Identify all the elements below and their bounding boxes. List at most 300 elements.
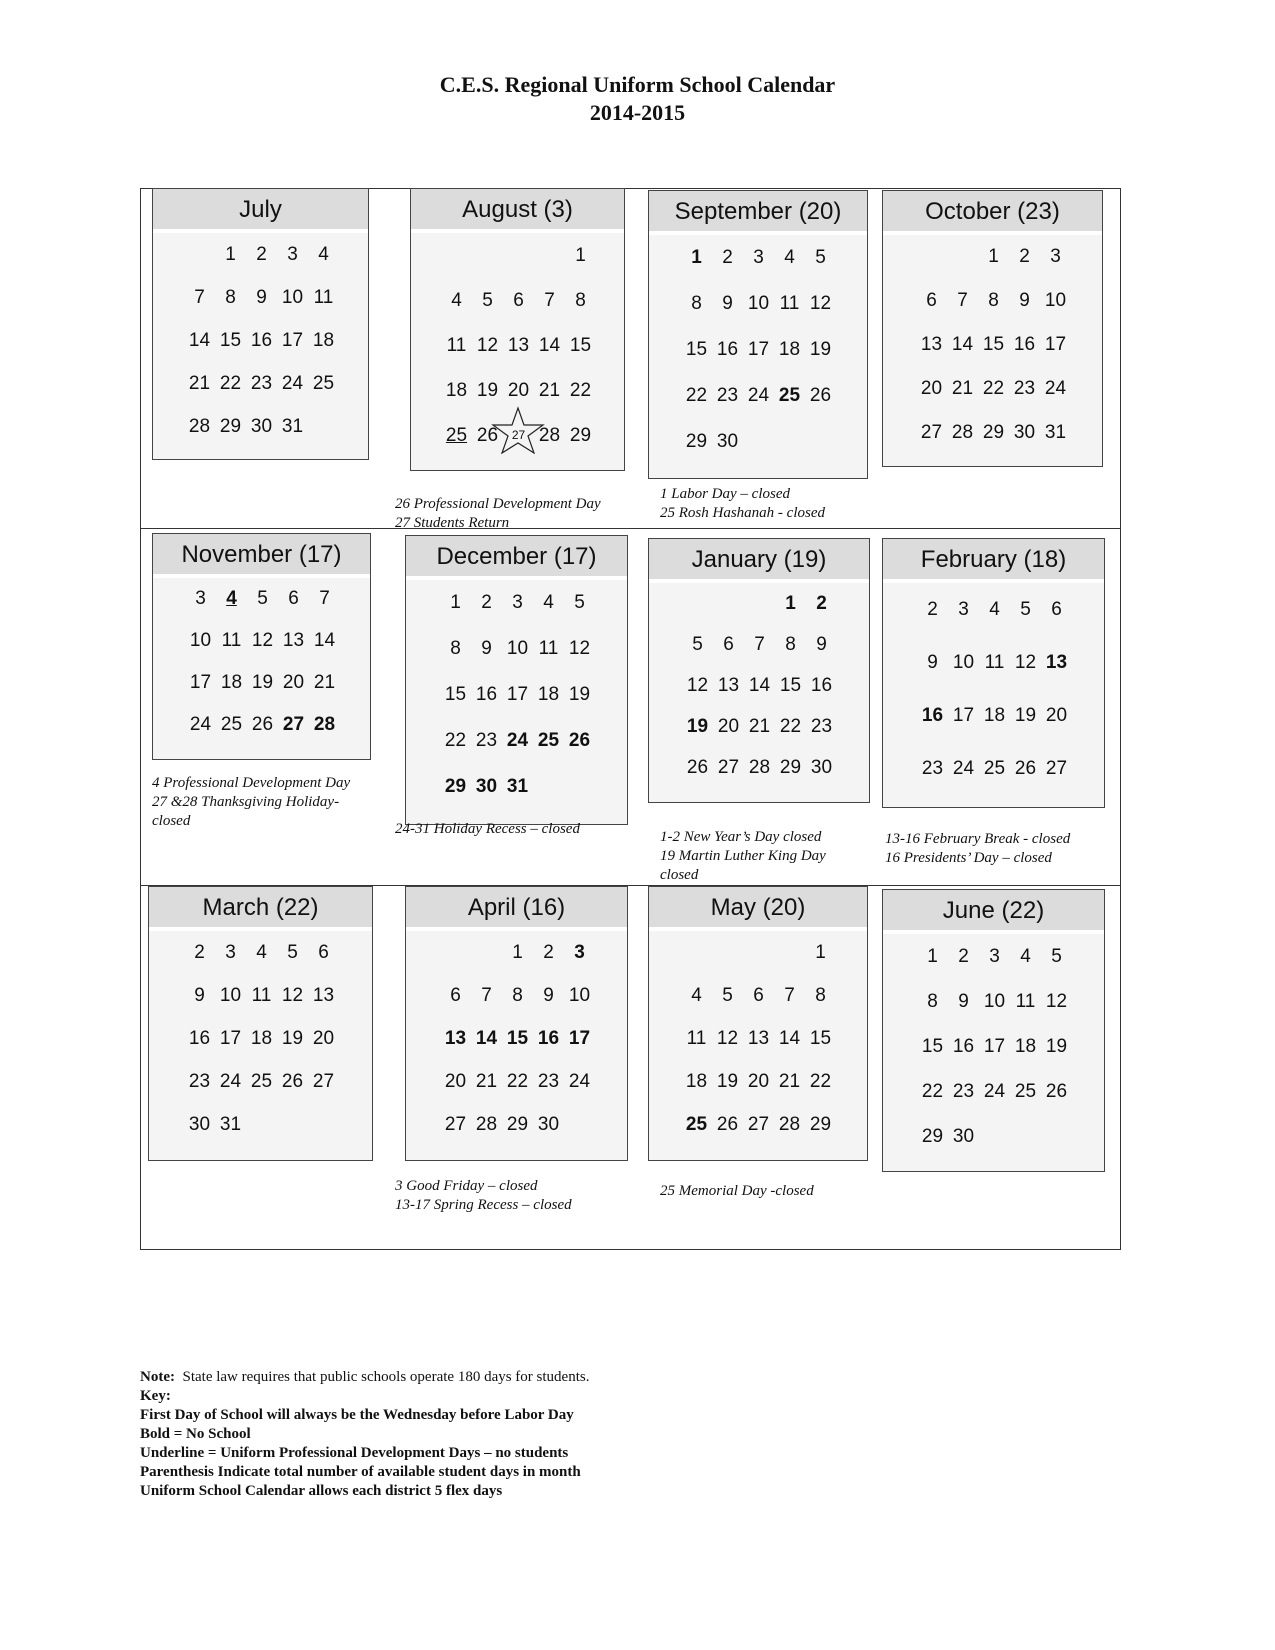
day-cell [744, 583, 775, 624]
day-cell [947, 235, 978, 279]
day-cell: 28 [313, 714, 336, 735]
day-cell: 13 [282, 630, 305, 651]
week-row [406, 1060, 627, 1103]
month-header: September (20) [649, 191, 867, 231]
day-cell: 23 [250, 373, 273, 394]
day-cell: 7 [481, 985, 492, 1006]
day-cell: 6 [318, 942, 329, 963]
day-cell: 21 [778, 1071, 801, 1092]
day-cell: 9 [1019, 290, 1030, 311]
day-cell: 11 [984, 652, 1005, 673]
month-days [649, 235, 867, 478]
day-cell: 6 [513, 290, 524, 311]
day-cell: 22 [444, 730, 467, 751]
day-cell: 21 [313, 672, 336, 693]
day-cell: 29 [444, 776, 467, 797]
day-cell [441, 233, 472, 278]
day-cell: 3 [225, 942, 236, 963]
day-cell: 18 [312, 330, 335, 351]
week-row [883, 235, 1102, 279]
day-cell: 22 [219, 373, 242, 394]
month-header: June (22) [883, 890, 1104, 930]
day-cell: 10 [952, 652, 975, 673]
day-cell: 24 [219, 1071, 242, 1092]
day-cell: 31 [219, 1114, 242, 1135]
day-cell: 5 [692, 634, 703, 655]
week-row [153, 233, 368, 276]
week-row [649, 624, 869, 665]
day-cell: 30 [810, 757, 833, 778]
day-cell: 19 [1014, 705, 1037, 726]
day-cell: 10 [747, 293, 770, 314]
day-cell: 26 [686, 757, 709, 778]
day-cell: 10 [568, 985, 591, 1006]
day-cell: 27 [747, 1114, 770, 1135]
week-row [411, 413, 624, 458]
week-row [649, 235, 867, 281]
day-cell: 24 [568, 1071, 591, 1092]
week-row [883, 689, 1104, 742]
week-row [406, 580, 627, 626]
week-row [883, 1024, 1104, 1069]
day-cell: 13 [747, 1028, 770, 1049]
day-cell: 27 [503, 413, 534, 458]
day-cell: 6 [723, 634, 734, 655]
week-row [406, 974, 627, 1017]
week-row [883, 583, 1104, 636]
day-cell: 3 [1050, 246, 1061, 267]
day-cell: 25 [250, 1071, 273, 1092]
day-cell: 5 [1020, 599, 1031, 620]
week-row [883, 934, 1104, 979]
day-cell: 19 [809, 339, 832, 360]
day-cell: 23 [188, 1071, 211, 1092]
day-cell [564, 764, 595, 810]
day-cell: 12 [251, 630, 274, 651]
day-cell: 3 [753, 247, 764, 268]
day-cell: 6 [1051, 599, 1062, 620]
day-cell: 24 [189, 714, 212, 735]
month-header: October (23) [883, 191, 1102, 231]
day-cell: 14 [951, 334, 974, 355]
row-divider [140, 528, 1121, 529]
day-cell: 15 [569, 335, 592, 356]
key-line: Parenthesis Indicate total number of available student days in month [140, 1464, 581, 1480]
day-cell: 17 [506, 684, 529, 705]
day-cell: 16 [810, 675, 833, 696]
day-cell: 27 [444, 1114, 467, 1135]
day-cell: 24 [506, 730, 529, 751]
day-cell: 8 [815, 985, 826, 1006]
day-cell: 1 [815, 942, 826, 963]
month-days [406, 931, 627, 1160]
week-row [406, 1103, 627, 1146]
day-cell: 18 [983, 705, 1006, 726]
day-cell [682, 583, 713, 624]
month-november [152, 533, 371, 760]
key-line: Bold = No School [140, 1426, 251, 1442]
day-cell: 22 [569, 380, 592, 401]
day-cell: 22 [982, 378, 1005, 399]
day-cell: 28 [475, 1114, 498, 1135]
day-cell: 17 [281, 330, 304, 351]
day-cell: 9 [958, 991, 969, 1012]
day-cell: 9 [481, 638, 492, 659]
day-cell: 29 [569, 425, 592, 446]
day-cell: 24 [281, 373, 304, 394]
day-cell: 13 [717, 675, 740, 696]
day-cell: 22 [685, 385, 708, 406]
day-cell: 2 [816, 593, 827, 614]
day-cell: 8 [512, 985, 523, 1006]
week-row [149, 931, 372, 974]
day-cell: 23 [537, 1071, 560, 1092]
day-cell: 4 [256, 942, 267, 963]
day-cell: 8 [988, 290, 999, 311]
week-row [883, 742, 1104, 795]
day-cell: 4 [989, 599, 1000, 620]
month-header: August (3) [411, 189, 624, 229]
week-row [149, 974, 372, 1017]
day-cell: 18 [685, 1071, 708, 1092]
week-row [649, 1017, 867, 1060]
day-cell: 7 [194, 287, 205, 308]
week-row [153, 276, 368, 319]
day-cell: 17 [747, 339, 770, 360]
month-days [411, 233, 624, 470]
month-august [410, 188, 625, 471]
day-cell: 13 [1045, 652, 1068, 673]
week-row [649, 373, 867, 419]
day-cell: 25 [445, 425, 468, 446]
day-cell: 5 [257, 588, 268, 609]
day-cell: 27 [1045, 758, 1068, 779]
week-row [153, 578, 370, 620]
day-cell: 13 [920, 334, 943, 355]
day-cell [774, 931, 805, 974]
week-row [883, 1114, 1104, 1159]
week-row [649, 665, 869, 706]
day-cell: 1 [575, 245, 586, 266]
day-cell: 19 [476, 380, 499, 401]
day-cell: 3 [195, 588, 206, 609]
february-notes: 13-16 February Break - closed 16 Presidents’ Day – closed [885, 831, 1071, 866]
week-row [406, 931, 627, 974]
day-cell: 29 [219, 416, 242, 437]
month-january [648, 538, 870, 803]
day-cell: 9 [543, 985, 554, 1006]
month-days [406, 580, 627, 824]
month-december [405, 535, 628, 825]
day-cell: 15 [982, 334, 1005, 355]
day-cell: 12 [1045, 991, 1068, 1012]
day-cell: 17 [1044, 334, 1067, 355]
day-cell: 17 [189, 672, 212, 693]
month-header: November (17) [153, 534, 370, 574]
day-cell: 18 [250, 1028, 273, 1049]
day-cell [774, 419, 805, 465]
day-cell: 1 [691, 247, 702, 268]
day-cell: 7 [784, 985, 795, 1006]
day-cell: 18 [445, 380, 468, 401]
month-header: March (22) [149, 887, 372, 927]
day-cell: 28 [748, 757, 771, 778]
day-cell: 24 [952, 758, 975, 779]
day-cell: 29 [506, 1114, 529, 1135]
day-cell: 26 [1045, 1081, 1068, 1102]
day-cell: 25 [312, 373, 335, 394]
month-april [405, 886, 628, 1161]
day-cell: 24 [1044, 378, 1067, 399]
day-cell: 9 [927, 652, 938, 673]
day-cell [916, 235, 947, 279]
day-cell: 25 [778, 385, 801, 406]
day-cell: 25 [537, 730, 560, 751]
day-cell: 1 [988, 246, 999, 267]
day-cell: 28 [538, 425, 561, 446]
day-cell: 20 [747, 1071, 770, 1092]
week-row [153, 662, 370, 704]
day-cell: 16 [1013, 334, 1036, 355]
week-row [406, 718, 627, 764]
key-section [140, 1368, 589, 1501]
day-cell: 2 [722, 247, 733, 268]
day-cell: 5 [482, 290, 493, 311]
day-cell: 27 [312, 1071, 335, 1092]
day-cell: 25 [220, 714, 243, 735]
key-line: Uniform School Calendar allows each district 5 flex days [140, 1483, 503, 1499]
month-september [648, 190, 868, 479]
day-cell: 28 [951, 422, 974, 443]
day-cell [534, 233, 565, 278]
day-cell: 10 [506, 638, 529, 659]
day-cell [533, 764, 564, 810]
month-days [649, 583, 869, 802]
november-notes: 4 Professional Development Day 27 &28 Thanksgiving Holiday- closed [152, 775, 351, 829]
month-june [882, 889, 1105, 1172]
day-cell: 20 [920, 378, 943, 399]
week-row [883, 636, 1104, 689]
day-cell: 11 [446, 335, 467, 356]
day-cell: 26 [1014, 758, 1037, 779]
day-cell: 28 [188, 416, 211, 437]
day-cell: 3 [574, 942, 585, 963]
day-cell: 27 [920, 422, 943, 443]
day-cell: 19 [251, 672, 274, 693]
day-cell: 19 [716, 1071, 739, 1092]
day-cell: 11 [313, 287, 334, 308]
day-cell: 1 [225, 244, 236, 265]
day-cell: 5 [287, 942, 298, 963]
day-cell: 18 [778, 339, 801, 360]
month-days [883, 583, 1104, 807]
day-cell: 2 [958, 946, 969, 967]
day-cell: 22 [779, 716, 802, 737]
month-days [149, 931, 372, 1160]
week-row [649, 747, 869, 788]
day-cell: 16 [952, 1036, 975, 1057]
day-cell: 14 [475, 1028, 498, 1049]
day-cell: 15 [779, 675, 802, 696]
day-cell: 26 [281, 1071, 304, 1092]
day-cell: 14 [188, 330, 211, 351]
day-cell: 19 [686, 716, 709, 737]
month-header: January (19) [649, 539, 869, 579]
day-cell: 23 [921, 758, 944, 779]
month-february [882, 538, 1105, 808]
day-cell: 6 [450, 985, 461, 1006]
day-cell: 7 [957, 290, 968, 311]
day-cell: 17 [568, 1028, 591, 1049]
week-row [153, 362, 368, 405]
day-cell: 8 [691, 293, 702, 314]
week-row [406, 626, 627, 672]
day-cell: 12 [716, 1028, 739, 1049]
day-cell [713, 583, 744, 624]
day-cell: 8 [575, 290, 586, 311]
week-row [406, 672, 627, 718]
day-cell: 14 [538, 335, 561, 356]
month-days [649, 931, 867, 1160]
day-cell [1041, 1114, 1072, 1159]
day-cell: 12 [281, 985, 304, 1006]
day-cell: 15 [809, 1028, 832, 1049]
week-row [649, 327, 867, 373]
day-cell [979, 1114, 1010, 1159]
day-cell [277, 1103, 308, 1146]
day-cell: 13 [312, 985, 335, 1006]
day-cell: 8 [927, 991, 938, 1012]
day-cell: 6 [288, 588, 299, 609]
day-cell: 4 [226, 588, 237, 609]
day-cell: 21 [951, 378, 974, 399]
day-cell [712, 931, 743, 974]
day-cell: 20 [1045, 705, 1068, 726]
day-cell: 2 [1019, 246, 1030, 267]
day-cell [184, 233, 215, 276]
day-cell [246, 1103, 277, 1146]
day-cell: 3 [958, 599, 969, 620]
day-cell: 12 [476, 335, 499, 356]
month-header: April (16) [406, 887, 627, 927]
day-cell: 8 [785, 634, 796, 655]
day-cell [743, 931, 774, 974]
month-march [148, 886, 373, 1161]
month-days [153, 578, 370, 759]
day-cell: 2 [194, 942, 205, 963]
day-cell: 4 [543, 592, 554, 613]
day-cell: 19 [568, 684, 591, 705]
day-cell: 15 [921, 1036, 944, 1057]
day-cell: 1 [785, 593, 796, 614]
month-july [152, 188, 369, 460]
january-notes: 1-2 New Year’s Day closed 19 Martin Luther King Day closed [660, 829, 826, 883]
day-cell: 11 [251, 985, 272, 1006]
week-row [149, 1060, 372, 1103]
day-cell [1010, 1114, 1041, 1159]
day-cell: 18 [220, 672, 243, 693]
day-cell: 23 [716, 385, 739, 406]
day-cell: 17 [219, 1028, 242, 1049]
day-cell: 15 [685, 339, 708, 360]
day-cell: 24 [747, 385, 770, 406]
day-cell: 6 [753, 985, 764, 1006]
day-cell: 21 [188, 373, 211, 394]
day-cell: 14 [313, 630, 336, 651]
day-cell: 15 [219, 330, 242, 351]
day-cell: 15 [444, 684, 467, 705]
week-row [883, 367, 1102, 411]
day-cell: 3 [512, 592, 523, 613]
day-cell: 29 [921, 1126, 944, 1147]
day-cell: 30 [952, 1126, 975, 1147]
key-line: Underline = Uniform Professional Development Days – no students [140, 1445, 569, 1461]
day-cell: 22 [809, 1071, 832, 1092]
week-row [649, 583, 869, 624]
day-cell: 29 [982, 422, 1005, 443]
day-cell: 30 [188, 1114, 211, 1135]
day-cell: 29 [685, 431, 708, 452]
day-cell: 16 [250, 330, 273, 351]
month-days [883, 235, 1102, 466]
day-cell [805, 419, 836, 465]
day-cell [681, 931, 712, 974]
week-row [883, 323, 1102, 367]
week-row [883, 279, 1102, 323]
day-cell: 2 [481, 592, 492, 613]
day-cell: 25 [1014, 1081, 1037, 1102]
week-row [649, 1103, 867, 1146]
september-notes: 1 Labor Day – closed 25 Rosh Hashanah - closed [660, 486, 825, 521]
day-cell: 26 [251, 714, 274, 735]
day-cell: 1 [512, 942, 523, 963]
week-row [411, 278, 624, 323]
day-cell: 26 [476, 425, 499, 446]
day-cell: 1 [927, 946, 938, 967]
day-cell: 20 [282, 672, 305, 693]
day-cell: 16 [716, 339, 739, 360]
day-cell: 4 [1020, 946, 1031, 967]
day-cell: 11 [538, 638, 559, 659]
day-cell: 31 [1044, 422, 1067, 443]
star-icon [491, 406, 545, 454]
day-cell: 21 [538, 380, 561, 401]
day-cell: 1 [450, 592, 461, 613]
day-cell: 23 [1013, 378, 1036, 399]
week-row [149, 1103, 372, 1146]
day-cell: 24 [983, 1081, 1006, 1102]
day-cell: 25 [685, 1114, 708, 1135]
day-cell [440, 931, 471, 974]
day-cell [308, 1103, 339, 1146]
day-cell: 16 [537, 1028, 560, 1049]
week-row [406, 1017, 627, 1060]
day-cell: 12 [568, 638, 591, 659]
key-line: First Day of School will always be the Wednesday before Labor Day [140, 1407, 574, 1423]
day-cell: 16 [188, 1028, 211, 1049]
week-row [649, 706, 869, 747]
day-cell: 11 [686, 1028, 707, 1049]
day-cell: 4 [784, 247, 795, 268]
august-notes: 26 Professional Development Day 27 Students Return [395, 496, 601, 531]
day-cell: 18 [537, 684, 560, 705]
day-cell: 12 [809, 293, 832, 314]
day-cell: 10 [983, 991, 1006, 1012]
day-cell: 20 [444, 1071, 467, 1092]
day-cell: 15 [506, 1028, 529, 1049]
day-cell: 2 [256, 244, 267, 265]
day-cell: 23 [475, 730, 498, 751]
